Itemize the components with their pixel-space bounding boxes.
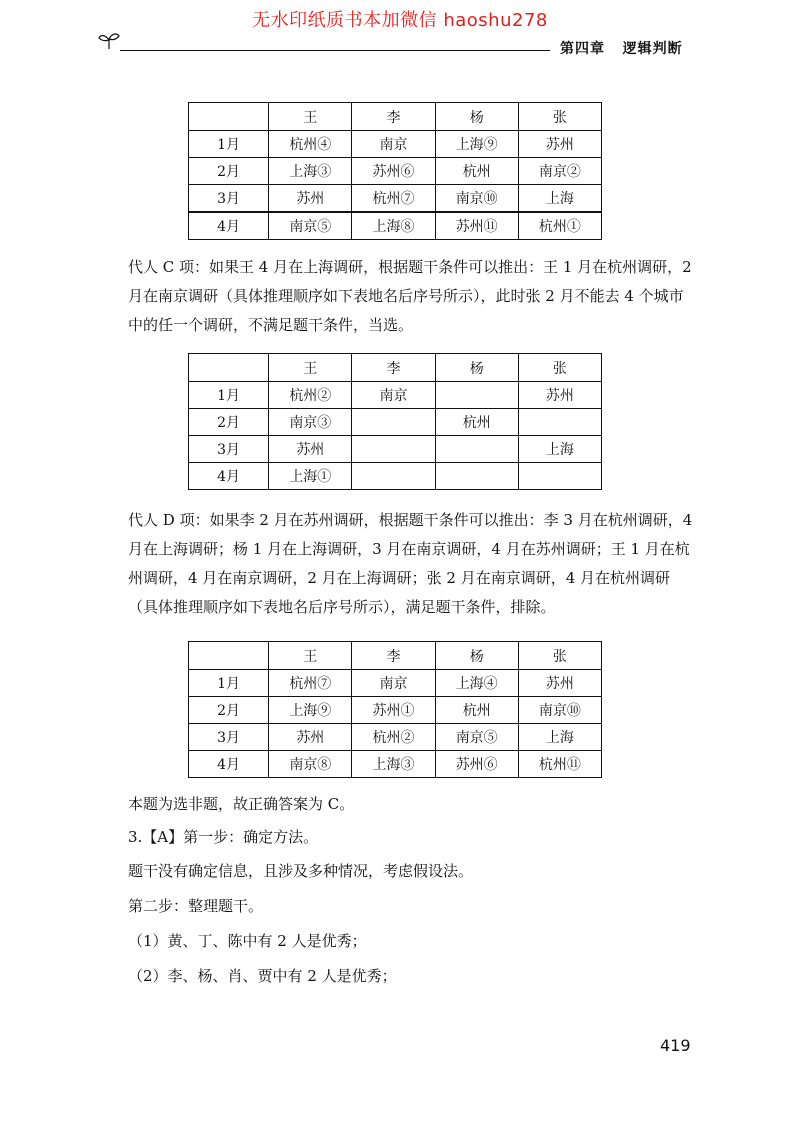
table-cell: 南京⑤ [435,724,518,751]
month-cell: 4月 [189,212,269,240]
table-row [189,697,602,724]
step-line: 题干没有确定信息，且涉及多种情况，考虑假设法。 [128,862,474,880]
table-cell: 上海③ [352,751,435,778]
table-cell: 杭州④ [269,131,352,158]
table-cell: 南京⑤ [269,212,352,240]
chapter-title: 第四章 逻辑判断 [560,41,683,57]
table-cell: 上海⑨ [269,697,352,724]
table-cell: 上海① [269,463,352,490]
step-line: 第二步：整理题干。 [128,897,264,915]
table-cell: 南京⑧ [269,751,352,778]
month-cell: 1月 [189,382,269,409]
month-cell: 4月 [189,751,269,778]
condition-line: （1）黄、丁、陈中有 2 人是优秀； [128,932,367,950]
column-header: 李 [352,354,435,382]
table-row [189,670,602,697]
table-cell: 杭州⑦ [352,185,435,213]
table-row [189,212,602,240]
sprout-icon [97,30,121,50]
paragraph-option-c: 代人 C 项：如果王 4 月在上海调研，根据题干条件可以推出：王 1 月在杭州调研，2 月在南京调研（具体推理顺序如下表地名后序号所示），此时张 2 月不能去 4 个城市中的任一个调研，不满足题干条件，当选。 [128,258,692,334]
column-header: 杨 [435,354,518,382]
table-cell: 上海⑨ [435,131,518,158]
column-header: 张 [518,642,601,670]
table-cell: 上海 [518,724,601,751]
column-header: 杨 [435,103,518,131]
table-cell: 苏州⑥ [352,158,435,185]
column-header: 王 [269,642,352,670]
table-row [189,131,602,158]
table-cell [518,463,601,490]
answer-line: 本题为选非题，故正确答案为 C。 [128,795,355,813]
corner-cell [189,103,269,131]
month-cell: 1月 [189,670,269,697]
table-cell: 苏州 [518,382,601,409]
table-cell: 杭州 [435,697,518,724]
step-line: 3.【A】第一步：确定方法。 [128,828,319,846]
month-cell: 2月 [189,409,269,436]
table-cell: 上海 [518,185,601,213]
table-row [189,382,602,409]
table-cell [435,382,518,409]
table-cell: 南京⑩ [518,697,601,724]
table-cell: 苏州 [269,724,352,751]
table-row [189,751,602,778]
month-cell: 1月 [189,131,269,158]
corner-cell [189,354,269,382]
schedule-table-1 [188,102,602,240]
column-header: 杨 [435,642,518,670]
table-cell: 苏州 [518,670,601,697]
table-cell: 苏州 [269,185,352,213]
table-cell: 南京⑩ [435,185,518,213]
column-header: 李 [352,642,435,670]
table-cell: 苏州 [269,436,352,463]
schedule-table-2 [188,353,602,490]
column-header: 张 [518,354,601,382]
table-cell: 南京③ [269,409,352,436]
column-header: 王 [269,354,352,382]
schedule-table-3 [188,641,602,778]
table-cell: 杭州① [518,212,601,240]
table-cell [518,409,601,436]
column-header: 王 [269,103,352,131]
condition-line: （2）李、杨、肖、贾中有 2 人是优秀； [128,967,397,985]
table-row [189,158,602,185]
page-number: 419 [660,1036,691,1055]
header-rule [120,50,550,51]
table-cell: 苏州① [352,697,435,724]
table-cell: 杭州② [352,724,435,751]
table-cell: 上海④ [435,670,518,697]
table-cell: 南京 [352,670,435,697]
table-cell [435,463,518,490]
table-row [189,185,602,213]
month-cell: 2月 [189,697,269,724]
month-cell: 2月 [189,158,269,185]
table-cell: 南京 [352,131,435,158]
table-cell: 杭州⑪ [518,751,601,778]
table-cell: 南京② [518,158,601,185]
table-cell: 杭州⑦ [269,670,352,697]
table-row [189,463,602,490]
table-row [189,724,602,751]
watermark-text: 无水印纸质书本加微信 haoshu278 [252,10,548,31]
table-cell: 杭州 [435,409,518,436]
month-cell: 3月 [189,185,269,213]
table-cell: 苏州 [518,131,601,158]
month-cell: 3月 [189,724,269,751]
paragraph-option-d: 代人 D 项：如果李 2 月在苏州调研，根据题干条件可以推出：李 3 月在杭州调研，4 月在上海调研；杨 1 月在上海调研，3 月在南京调研，4 月在苏州调研；王 1 月在杭州调研，4 月在南京调研，2 月在上海调研；张 2 月在南京调研，4 月在杭州调研（具体推理顺序如下表地名后序号所示），满足题干条件，排除。 [128,511,693,616]
table-row [189,436,602,463]
column-header: 李 [352,103,435,131]
table-cell: 杭州② [269,382,352,409]
table-cell: 南京 [352,382,435,409]
column-header: 张 [518,103,601,131]
table-cell: 苏州⑪ [435,212,518,240]
table-cell [352,436,435,463]
table-cell [352,409,435,436]
table-cell: 上海 [518,436,601,463]
month-cell: 4月 [189,463,269,490]
table-cell: 上海⑧ [352,212,435,240]
table-cell [352,463,435,490]
table-row [189,409,602,436]
table-cell: 杭州 [435,158,518,185]
month-cell: 3月 [189,436,269,463]
corner-cell [189,642,269,670]
table-cell: 上海③ [269,158,352,185]
table-cell: 苏州⑥ [435,751,518,778]
table-cell [435,436,518,463]
